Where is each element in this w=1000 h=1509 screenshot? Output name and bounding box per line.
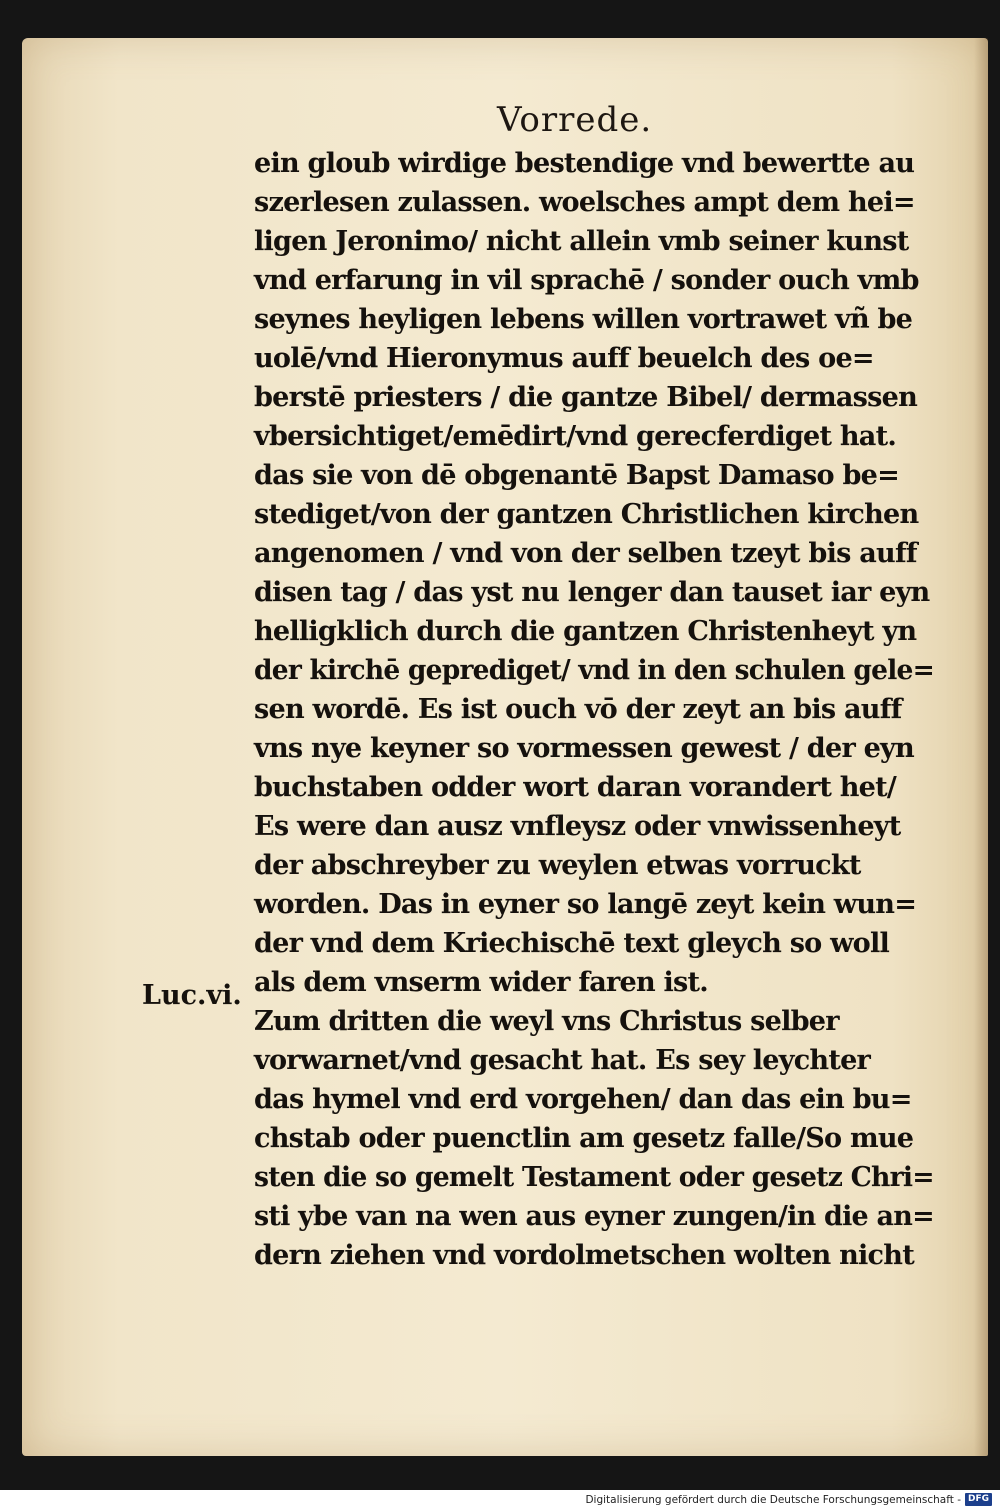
text-line: der kirchē geprediget/ vnd in den schulen gele= (254, 654, 935, 686)
text-line: Es were dan ausz vnfleysz oder vnwissenheyt (254, 810, 901, 842)
text-line: stediget/von der gantzen Christlichen kirchen (254, 498, 919, 530)
text-line: szerlesen zulassen. woelsches ampt dem hei= (254, 186, 915, 218)
page-edge-shadow (974, 38, 988, 1456)
text-line: ligen Jeronimo/ nicht allein vmb seiner kunst (254, 225, 909, 257)
text-line: sten die so gemelt Testament oder gesetz Chri= (254, 1161, 934, 1193)
text-line: sen wordē. Es ist ouch vō der zeyt an bis auff (254, 693, 902, 725)
text-line: buchstaben odder wort daran vorandert het/ (254, 771, 896, 803)
text-line: das sie von dē obgenantē Bapst Damaso be= (254, 459, 900, 491)
text-line: vns nye keyner so vormessen gewest / der eyn (254, 732, 914, 764)
text-line: das hymel vnd erd vorgehen/ dan das ein bu= (254, 1083, 912, 1115)
text-line: chstab oder puenctlin am gesetz falle/So mue (254, 1122, 914, 1154)
text-line: angenomen / vnd von der selben tzeyt bis auff (254, 537, 917, 569)
text-line: als dem vnserm wider faren ist. (254, 966, 708, 998)
text-line: sti ybe van na wen aus eyner zungen/in die an= (254, 1200, 934, 1232)
text-line: der vnd dem Kriechischē text gleych so woll (254, 927, 889, 959)
text-line: vbersichtiget/emēdirt/vnd gerecferdiget hat. (254, 420, 896, 452)
book-page (22, 38, 988, 1456)
text-line: berstē priesters / die gantze Bibel/ dermassen (254, 381, 918, 413)
text-line: Zum dritten die weyl vns Christus selber (254, 1005, 839, 1037)
text-line: ein gloub wirdige bestendige vnd bewertte au (254, 147, 915, 179)
text-line: seynes heyligen lebens willen vortrawet vñ be (254, 303, 913, 335)
marginal-note: Luc.vi. (142, 980, 242, 1011)
text-line: vnd erfarung in vil sprachē / sonder ouch vmb (254, 264, 919, 296)
body-text (254, 144, 944, 1275)
text-line: helligklich durch die gantzen Christenheyt yn (254, 615, 917, 647)
page-header: Vorrede. (497, 100, 653, 140)
text-line: dern ziehen vnd vordolmetschen wolten nicht (254, 1239, 914, 1271)
text-line: disen tag / das yst nu lenger dan tauset iar eyn (254, 576, 930, 608)
text-line: vorwarnet/vnd gesacht hat. Es sey leychter (254, 1044, 871, 1076)
footer-text: Digitalisierung gefördert durch die Deutsche Forschungsgemeinschaft - (585, 1493, 961, 1506)
text-line: worden. Das in eyner so langē zeyt kein wun= (254, 888, 917, 920)
text-line: uolē/vnd Hieronymus auff beuelch des oe= (254, 342, 874, 374)
text-line: der abschreyber zu weylen etwas vorruckt (254, 849, 861, 881)
footer (585, 1493, 992, 1506)
dfg-logo-icon: DFG (965, 1493, 992, 1506)
